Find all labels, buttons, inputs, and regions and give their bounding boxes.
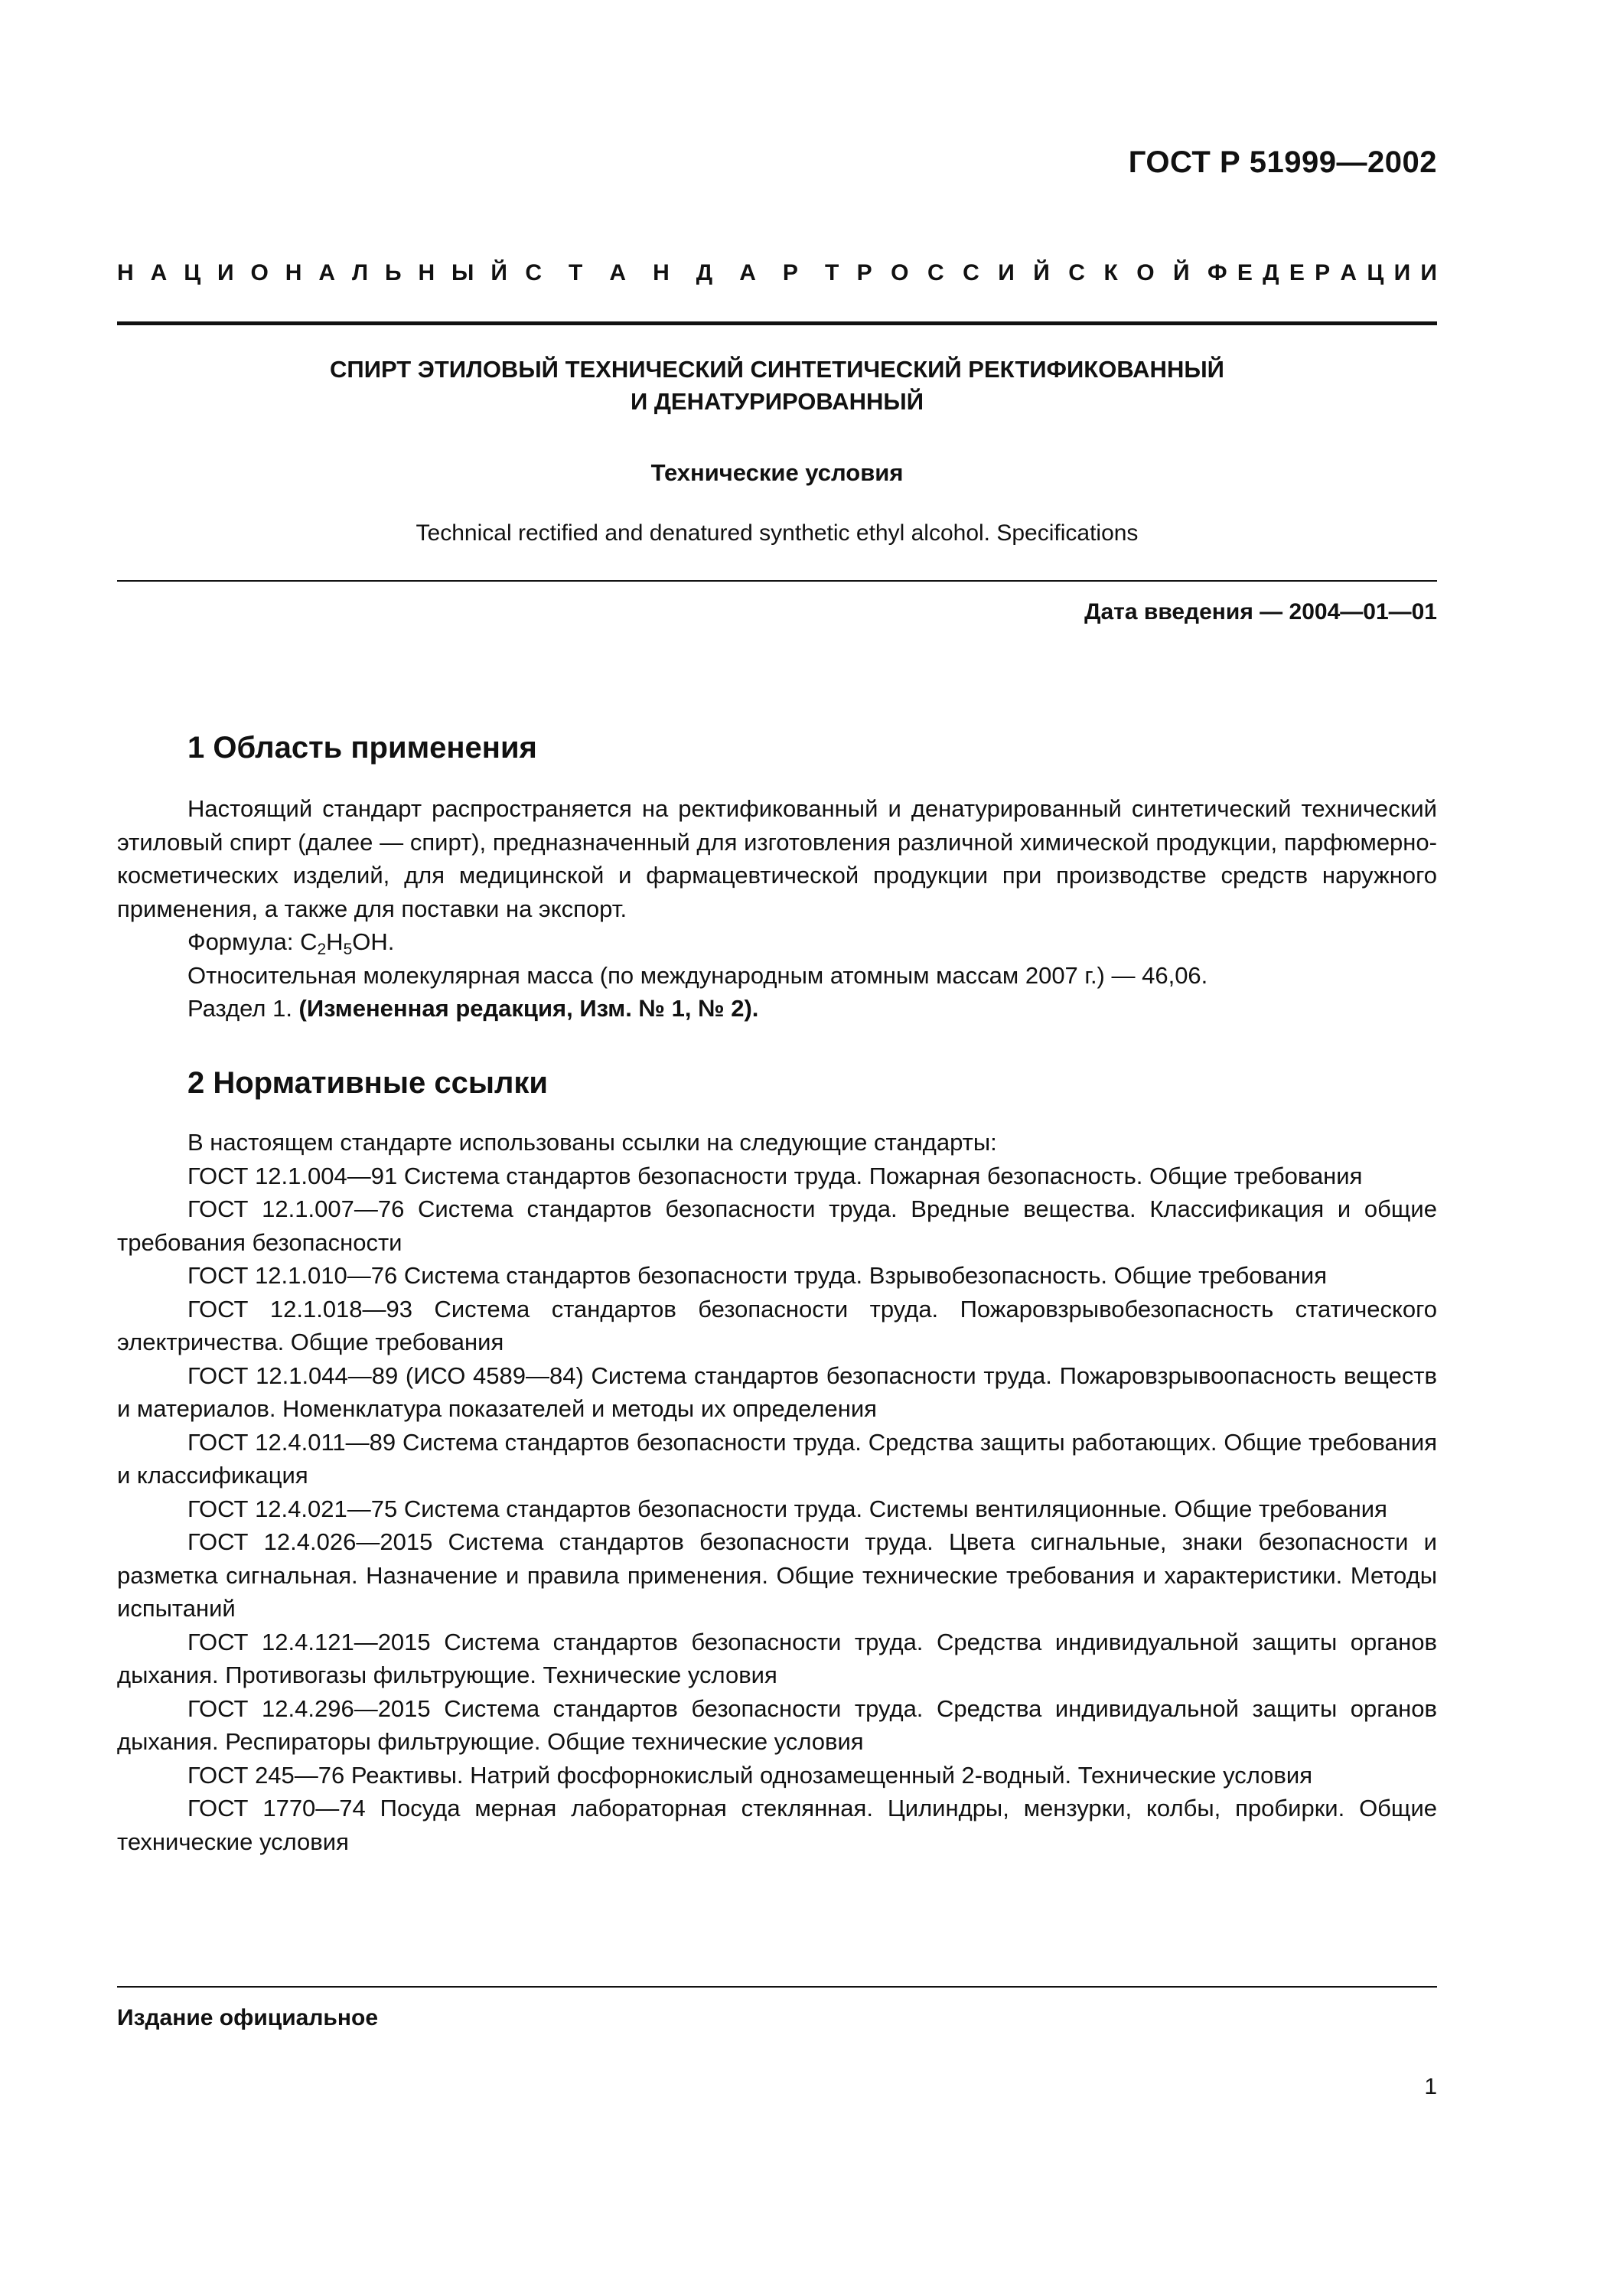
formula-line: Формула: $C_2H_5OH$. bbox=[187, 928, 395, 958]
banner-letter: Ц bbox=[1367, 260, 1384, 285]
reference-item: ГОСТ 12.4.121—2015 Система стандартов безопасности труда. Средства индивидуальной защиты органов дыхания. Противогазы фильтрующие. Технические условия bbox=[117, 1628, 1437, 1688]
banner-letter: А bbox=[1340, 260, 1357, 285]
banner-letter: Н bbox=[653, 260, 670, 285]
section-heading: 2 Нормативные ссылки bbox=[187, 1066, 549, 1100]
banner-letter: Й bbox=[1173, 260, 1190, 285]
title-line: СПИРТ ЭТИЛОВЫЙ ТЕХНИЧЕСКИЙ СИНТЕТИЧЕСКИЙ РЕКТИФИКОВАННЫЙ bbox=[330, 356, 1224, 383]
paragraph: В настоящем стандарте использованы ссылки на следующие стандарты: bbox=[187, 1129, 997, 1156]
banner-letter: Т bbox=[569, 260, 583, 285]
banner-letter: Ф bbox=[1207, 260, 1227, 285]
banner-letter: Д bbox=[696, 260, 713, 285]
english-title: Technical rectified and denatured synthetic ethyl alcohol. Specifications bbox=[416, 520, 1139, 546]
banner-word bbox=[117, 260, 507, 286]
banner-letter: О bbox=[1136, 260, 1155, 285]
banner-letter: И bbox=[998, 260, 1015, 285]
banner-letter: А bbox=[150, 260, 168, 285]
reference-item: ГОСТ 12.1.010—76 Система стандартов безопасности труда. Взрывобезопасность. Общие требования bbox=[187, 1262, 1328, 1289]
banner-word bbox=[1207, 260, 1437, 286]
banner-letter: Р bbox=[782, 260, 798, 285]
banner-letter: С bbox=[927, 260, 944, 285]
divider bbox=[117, 580, 1437, 582]
banner-letter: Н bbox=[418, 260, 435, 285]
document-page bbox=[117, 0, 1437, 2296]
national-standard-banner bbox=[117, 260, 1437, 286]
banner-letter: Н bbox=[117, 260, 134, 285]
banner-letter: О bbox=[250, 260, 269, 285]
divider bbox=[117, 321, 1437, 325]
section-1-body bbox=[117, 792, 1437, 1026]
banner-letter: И bbox=[1420, 260, 1437, 285]
banner-letter: С bbox=[1068, 260, 1085, 285]
banner-letter: Ь bbox=[384, 260, 402, 285]
banner-letter: Н bbox=[285, 260, 302, 285]
reference-item: ГОСТ 12.4.026—2015 Система стандартов безопасности труда. Цвета сигнальные, знаки безопасности и разметка сигнальная. Назначение и правила применения. Общие технические требования и характеристики. Методы испытаний bbox=[117, 1528, 1437, 1622]
paragraph: Настоящий стандарт распространяется на ректификованный и денатурированный синтетический технический этиловый спирт (далее — спирт), предназначенный для изготовления различной химической продукции, парфюмерно-косметических изделий, для медицинской и фармацевтической продукции при производстве средств наружного применения, а также для поставки на экспорт. bbox=[117, 795, 1437, 922]
banner-word bbox=[857, 260, 1190, 286]
banner-letter: Й bbox=[1033, 260, 1050, 285]
banner-letter: К bbox=[1103, 260, 1118, 285]
reference-item: ГОСТ 245—76 Реактивы. Натрий фосфорнокислый однозамещенный 2-водный. Технические условия bbox=[187, 1761, 1312, 1789]
banner-letter: Р bbox=[856, 260, 872, 285]
banner-letter: И bbox=[217, 260, 234, 285]
divider bbox=[117, 1986, 1437, 1988]
section-heading: 1 Область применения bbox=[187, 731, 537, 765]
banner-letter: А bbox=[739, 260, 756, 285]
banner-letter: А bbox=[318, 260, 336, 285]
document-subtitle: Технические условия bbox=[650, 459, 904, 486]
banner-letter: Р bbox=[1315, 260, 1331, 285]
banner-letter: О bbox=[891, 260, 909, 285]
molar-mass-line: Относительная молекулярная масса (по международным атомным массам 2007 г.) — 46,06. bbox=[187, 961, 1208, 989]
reference-item: ГОСТ 12.1.044—89 (ИСО 4589—84) Система стандартов безопасности труда. Пожаровзрывоопасность веществ и материалов. Номенклатура показателей и методы их определения bbox=[117, 1362, 1437, 1422]
title-line: И ДЕНАТУРИРОВАННЫЙ bbox=[630, 388, 924, 415]
banner-letter: А bbox=[609, 260, 627, 285]
banner-letter: Ы bbox=[451, 260, 474, 285]
banner-letter: Ц bbox=[184, 260, 201, 285]
banner-letter: Т bbox=[824, 260, 839, 285]
banner-letter: Е bbox=[1237, 260, 1253, 285]
banner-letter: Е bbox=[1289, 260, 1305, 285]
reference-item: ГОСТ 12.1.004—91 Система стандартов безопасности труда. Пожарная безопасность. Общие требования bbox=[187, 1162, 1363, 1189]
edition-label: Издание официальное bbox=[117, 2005, 379, 2030]
reference-item: ГОСТ 12.4.011—89 Система стандартов безопасности труда. Средства защиты работающих. Общие требования и классификация bbox=[117, 1428, 1437, 1489]
banner-letter: С bbox=[525, 260, 542, 285]
banner-letter: Й bbox=[490, 260, 507, 285]
banner-letter: Д bbox=[1263, 260, 1279, 285]
doc-number: ГОСТ Р 51999—2002 bbox=[1128, 145, 1437, 179]
banner-letter: И bbox=[1393, 260, 1411, 285]
banner-word bbox=[525, 260, 839, 286]
page-number: 1 bbox=[1424, 2074, 1437, 2099]
introduction-date: Дата введения — 2004—01—01 bbox=[1084, 599, 1437, 625]
change-note-line: Раздел 1. (Измененная редакция, Изм. № 1, № 2). bbox=[187, 995, 759, 1022]
banner-letter: Л bbox=[351, 260, 369, 285]
section-2-body bbox=[117, 1126, 1437, 1858]
reference-item: ГОСТ 12.1.018—93 Система стандартов безопасности труда. Пожаровзрывобезопасность статического электричества. Общие требования bbox=[117, 1295, 1437, 1355]
banner-letter: С bbox=[963, 260, 979, 285]
document-title bbox=[117, 354, 1437, 418]
reference-item: ГОСТ 12.1.007—76 Система стандартов безопасности труда. Вредные вещества. Классификация и общие требования безопасности bbox=[117, 1195, 1437, 1256]
reference-item: ГОСТ 1770—74 Посуда мерная лабораторная стеклянная. Цилиндры, мензурки, колбы, пробирки. Общие технические условия bbox=[117, 1795, 1437, 1855]
reference-item: ГОСТ 12.4.021—75 Система стандартов безопасности труда. Системы вентиляционные. Общие требования bbox=[187, 1495, 1387, 1522]
reference-item: ГОСТ 12.4.296—2015 Система стандартов безопасности труда. Средства индивидуальной защиты органов дыхания. Респираторы фильтрующие. Общие технические условия bbox=[117, 1694, 1437, 1755]
